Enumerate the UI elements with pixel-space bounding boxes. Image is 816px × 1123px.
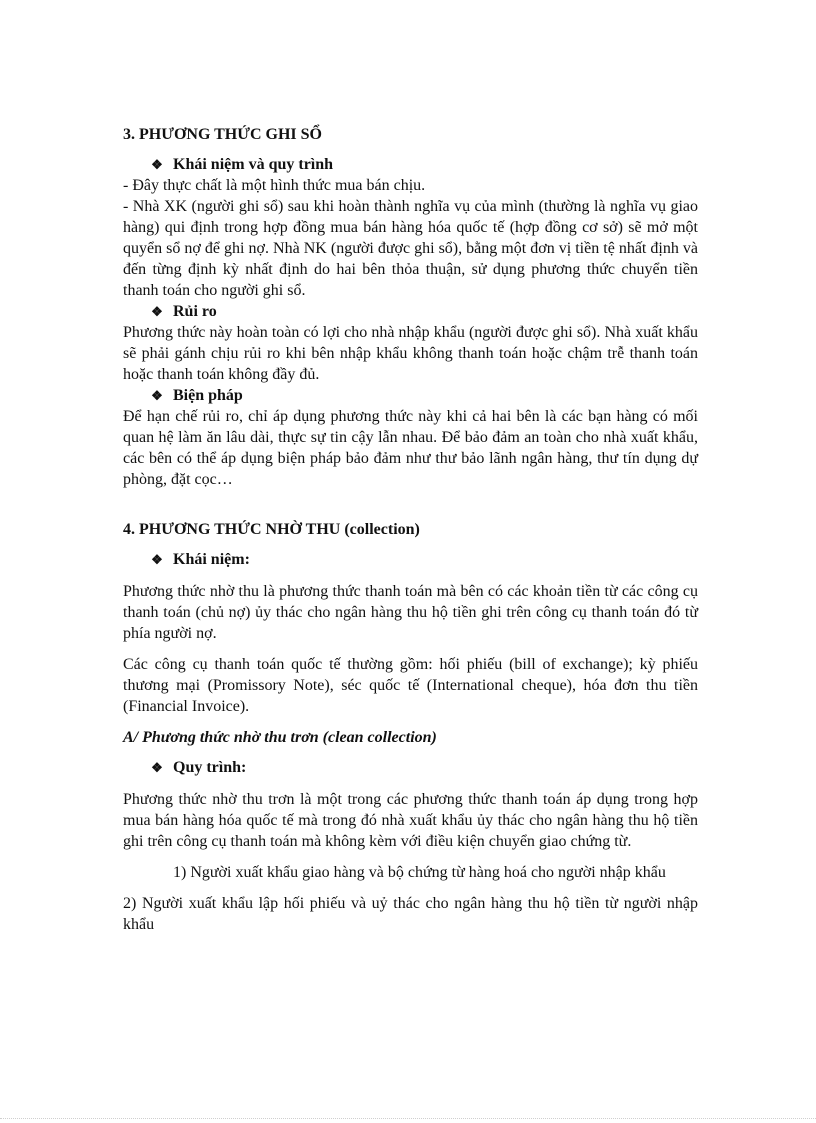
paragraph: - Nhà XK (người ghi sổ) sau khi hoàn thành nghĩa vụ của mình (thường là nghĩa vụ giao hàng) qui định trong hợp đồng mua bán hàng hóa quốc tế (hợp đồng cơ sở) sẽ mở một quyển sổ nợ để ghi nợ. Nhà NK (người được ghi sổ), bằng một đơn vị tiền tệ nhất định và đến từng định kỳ nhất định do hai bên thỏa thuận, sử dụng phương thức chuyển tiền thanh toán cho người ghi sổ. xyxy=(123,198,698,299)
bullet-heading xyxy=(123,154,698,175)
paragraph: Phương thức này hoàn toàn có lợi cho nhà nhập khẩu (người được ghi sổ). Nhà xuất khẩu sẽ phải gánh chịu rủi ro khi bên nhập khẩu không thanh toán hoặc chậm trễ thanh toán hoặc thanh toán không đầy đủ. xyxy=(123,324,698,383)
list-item: 2) Người xuất khẩu lập hối phiếu và uỷ thác cho ngân hàng thu hộ tiền từ người nhập khẩu xyxy=(123,895,698,933)
section-4-title: 4. PHƯƠNG THỨC NHỜ THU (collection) xyxy=(123,521,420,538)
paragraph: Các công cụ thanh toán quốc tế thường gồm: hối phiếu (bill of exchange); kỳ phiếu thương mại (Promissory Note), séc quốc tế (International cheque), hóa đơn thu tiền (Financial Invoice). xyxy=(123,656,698,715)
page-bottom-rule xyxy=(0,1118,816,1119)
diamond-bullet-icon: ❖ xyxy=(151,157,163,172)
bullet-heading xyxy=(123,385,698,406)
paragraph: Phương thức nhờ thu là phương thức thanh toán mà bên có các khoản tiền từ các công cụ thanh toán (chủ nợ) ủy thác cho ngân hàng thu hộ tiền ghi trên công cụ thanh toán đó từ phía người nợ. xyxy=(123,583,698,642)
paragraph: - Đây thực chất là một hình thức mua bán chịu. xyxy=(123,177,426,194)
diamond-bullet-icon: ❖ xyxy=(151,760,163,775)
paragraph: Để hạn chế rủi ro, chỉ áp dụng phương thức này khi cả hai bên là các bạn hàng có mối quan hệ làm ăn lâu dài, thực sự tin cậy lẫn nhau. Để bảo đảm an toàn cho nhà xuất khẩu, các bên có thể áp dụng biện pháp bảo đảm như thư bảo lãnh ngân hàng, thư tín dụng dự phòng, đặt cọc… xyxy=(123,408,698,488)
concept-heading: Khái niệm và quy trình xyxy=(173,156,334,173)
diamond-bullet-icon: ❖ xyxy=(151,552,163,567)
bullet-heading xyxy=(123,549,698,570)
concept-heading: Khái niệm: xyxy=(173,551,250,568)
process-heading: Quy trình: xyxy=(173,759,247,776)
diamond-bullet-icon: ❖ xyxy=(151,388,163,403)
bullet-heading xyxy=(123,301,698,322)
bullet-heading xyxy=(123,757,698,778)
risk-heading: Rủi ro xyxy=(173,303,217,320)
section-3-title: 3. PHƯƠNG THỨC GHI SỔ xyxy=(123,126,322,143)
document-page xyxy=(123,122,698,935)
list-item: 1) Người xuất khẩu giao hàng và bộ chứng từ hàng hoá cho người nhập khẩu xyxy=(173,864,666,881)
diamond-bullet-icon: ❖ xyxy=(151,304,163,319)
measure-heading: Biện pháp xyxy=(173,387,243,404)
paragraph: Phương thức nhờ thu trơn là một trong các phương thức thanh toán áp dụng trong hợp mua bán hàng hóa quốc tế mà trong đó nhà xuất khẩu ủy thác cho ngân hàng thu hộ tiền ghi trên công cụ thanh toán mà không kèm với điều kiện chuyển giao chứng từ. xyxy=(123,791,698,850)
subsection-title: A/ Phương thức nhờ thu trơn (clean collection) xyxy=(123,729,437,746)
